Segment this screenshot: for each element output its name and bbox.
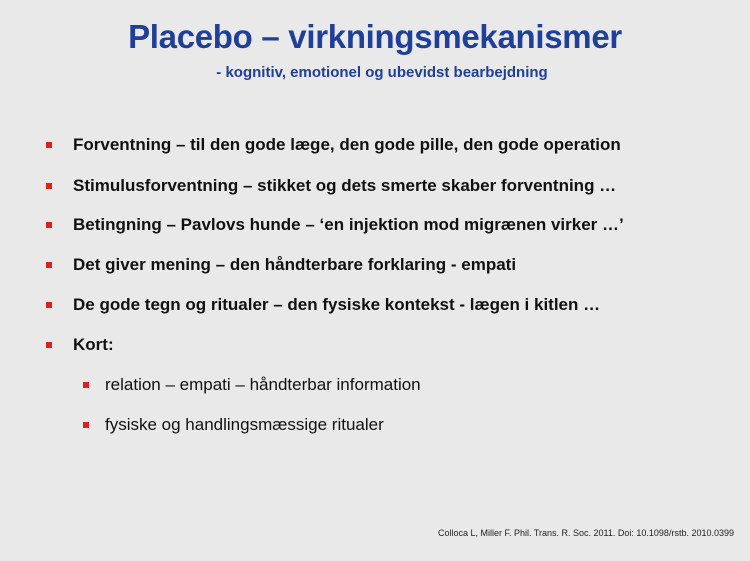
bullet-text: Det giver mening – den håndterbare forklaring - empati	[73, 255, 517, 274]
bullet-text: Betingning – Pavlovs hunde – ‘en injektion mod migrænen virker …’	[73, 215, 624, 234]
bullet-text: Forventning – til den gode læge, den gode pille, den gode operation	[73, 135, 621, 154]
sub-bullet-text: relation – empati – håndterbar information	[105, 375, 421, 394]
sub-bullet-text: fysiske og handlingsmæssige ritualer	[105, 415, 384, 434]
bullet-square-icon	[46, 262, 52, 268]
bullet-square-icon	[46, 142, 52, 148]
bullet-square-icon	[46, 302, 52, 308]
bullet-square-icon	[46, 183, 52, 189]
citation: Colloca L, Miller F. Phil. Trans. R. Soc. 2011. Doi: 10.1098/rstb. 2010.0399	[438, 528, 734, 538]
bullet-square-icon	[46, 222, 52, 228]
slide-title: Placebo – virkningsmekanismer	[128, 18, 622, 55]
bullet-text: De gode tegn og ritualer – den fysiske kontekst - lægen i kitlen …	[73, 295, 601, 314]
bullet-text: Kort:	[73, 335, 114, 354]
bullet-square-icon	[46, 342, 52, 348]
bullet-square-icon	[83, 422, 89, 428]
bullet-square-icon	[83, 382, 89, 388]
bullet-text: Stimulusforventning – stikket og dets smerte skaber forventning …	[73, 176, 617, 195]
slide-subtitle: - kognitiv, emotionel og ubevidst bearbejdning	[216, 64, 548, 81]
